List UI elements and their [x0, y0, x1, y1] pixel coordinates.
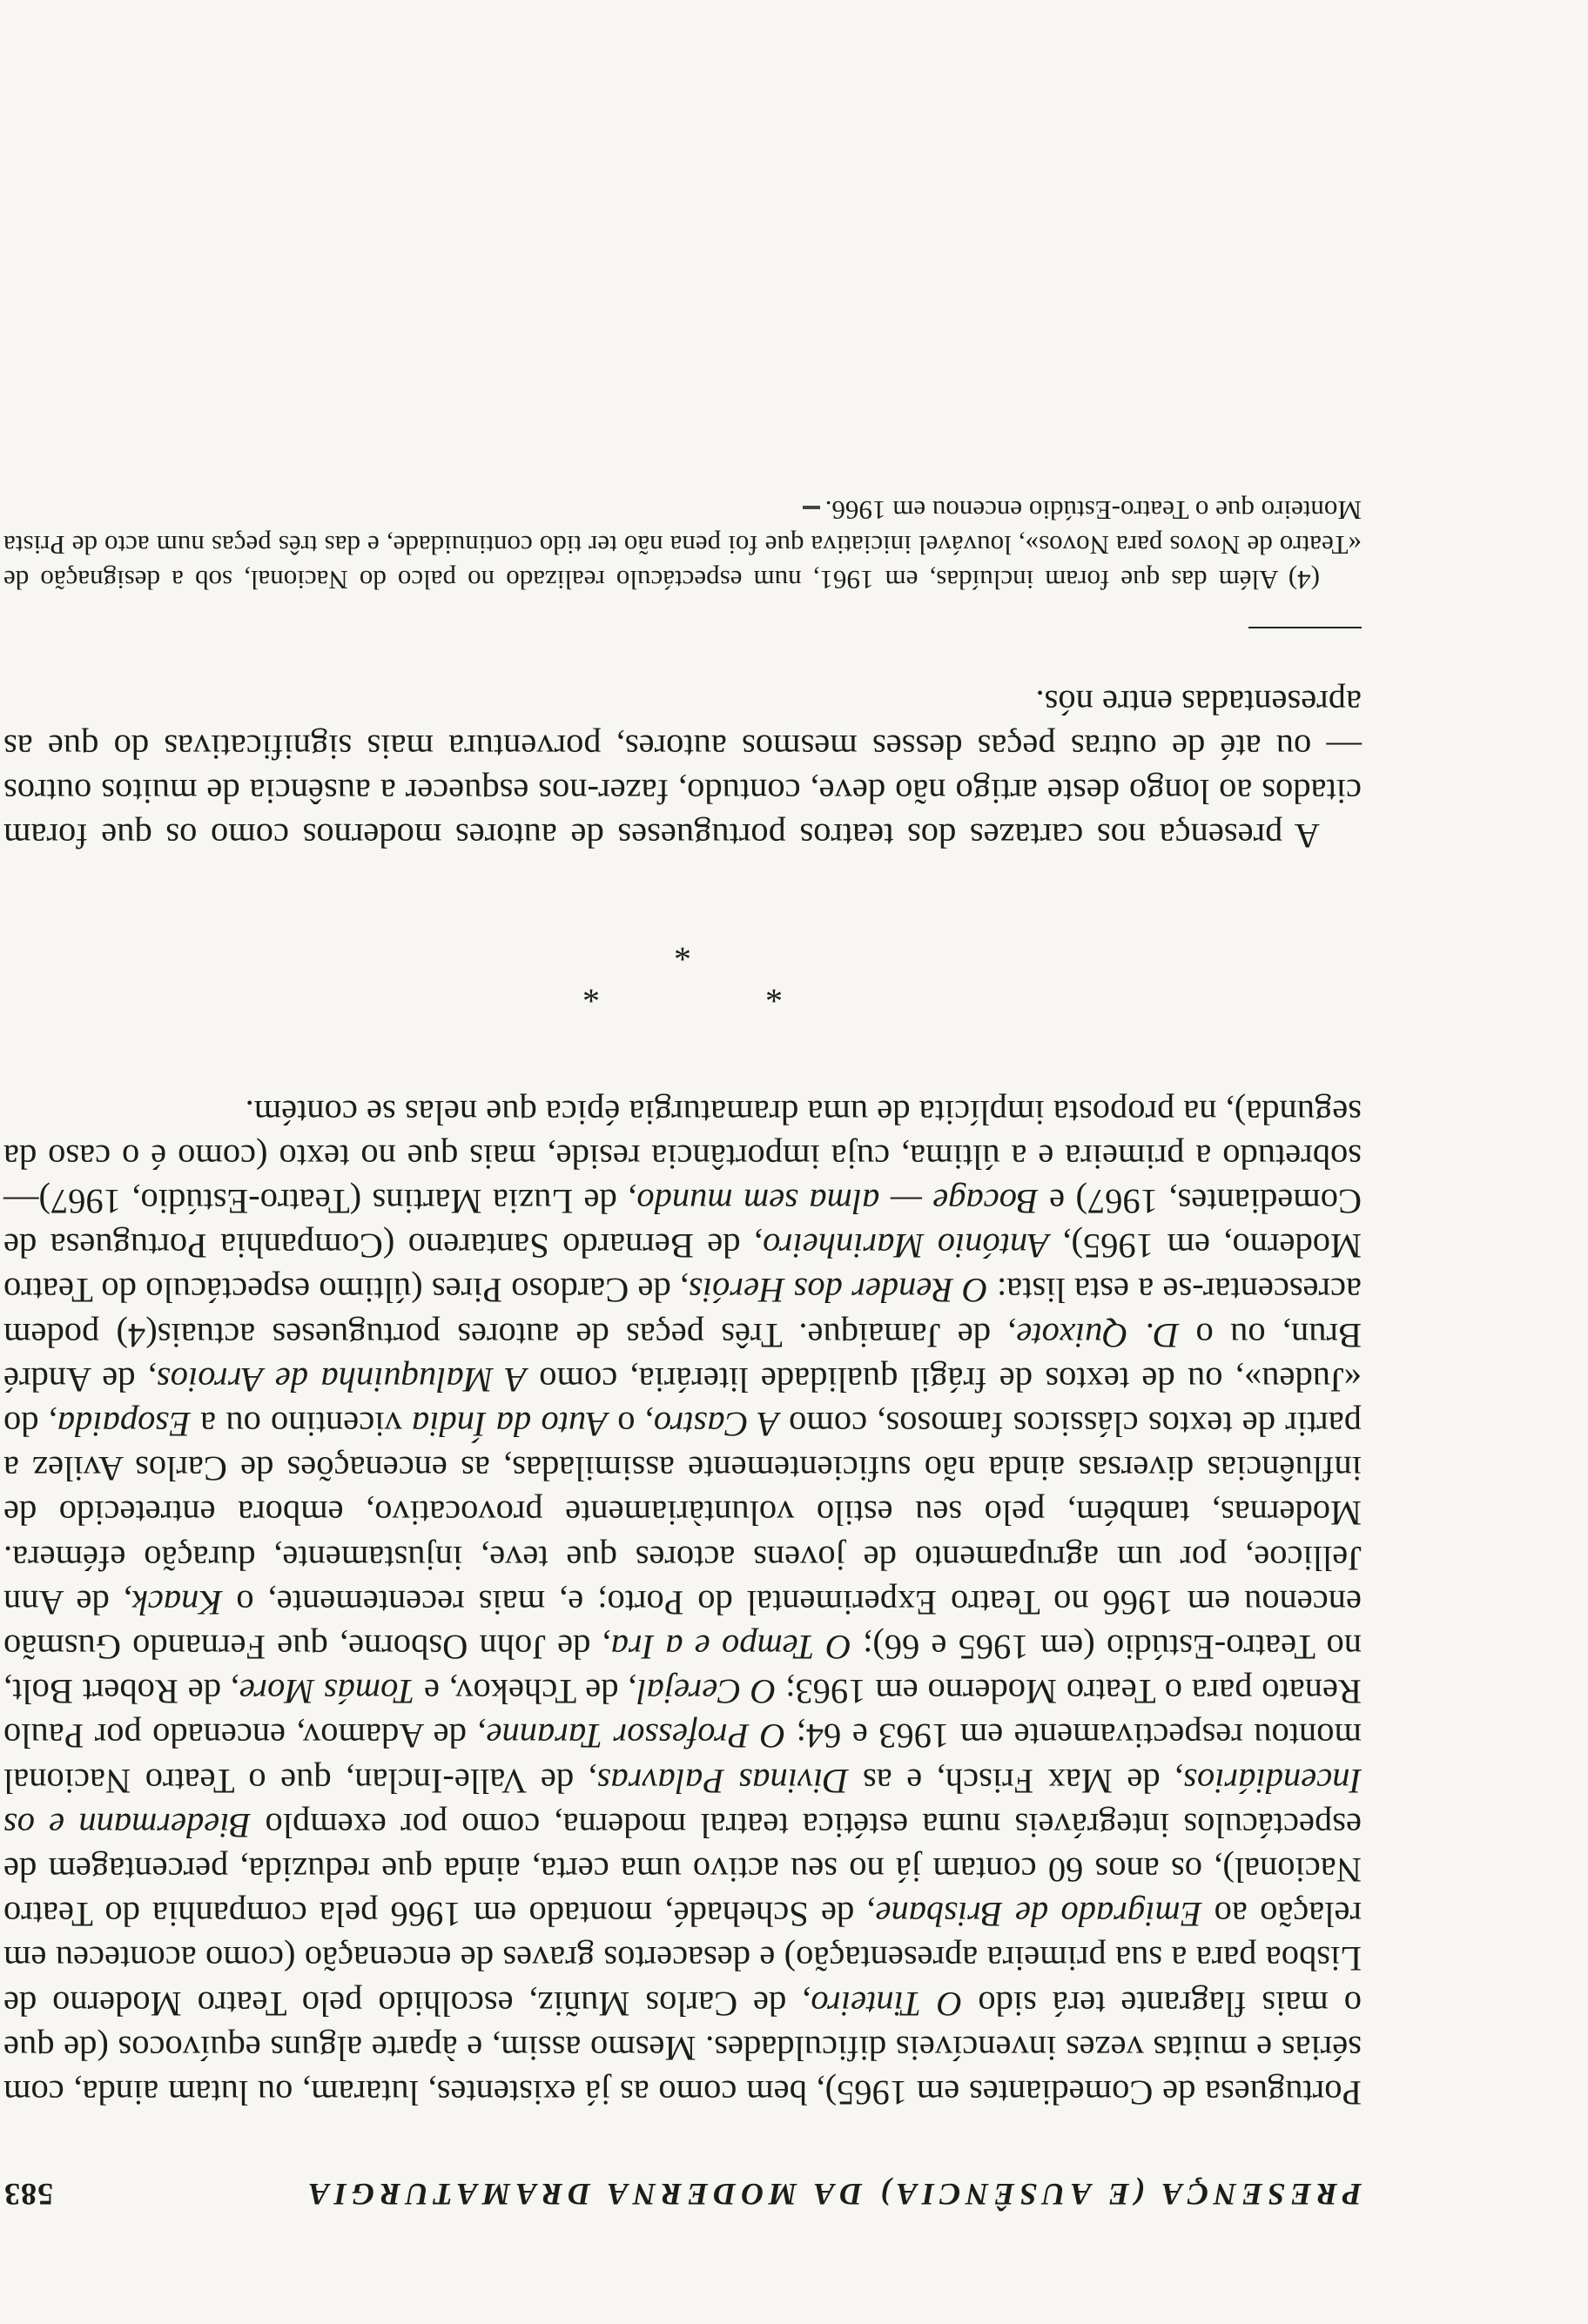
- work-title: António Marinheiro: [763, 1226, 1049, 1266]
- text-run: , de Valle-Inclan, que o Teatro Nacional montou respectivamente em 1963 e 64;: [3, 1716, 1362, 1801]
- ink-mark: [803, 506, 820, 509]
- work-title: O Render dos Heróis: [689, 1271, 988, 1311]
- body-paragraph-2: A presença nos cartazes dos teatros portugueses de autores modernos como os que foram citados ao longo deste artigo não deve, contudo, fazer-nos esquecer a ausência de muitos outros — ou até de outras peças desses mesmos autores, porventura mais significativas do que as apresentadas entre nós.: [3, 682, 1362, 856]
- work-title: Biedermann e os Incendiários: [3, 1761, 1362, 1845]
- text-run: Portuguesa de Comediantes em 1965), bem como as já existentes, lutaram, ou lutam ainda, com sérias e muitas vezes invencíveis dificuldades. Mesmo assim, e àparte alguns equívocos (de que o mais flagrante terá sido: [3, 1984, 1362, 2112]
- work-title: Esopaida: [57, 1404, 191, 1444]
- text-run: , de Carlos Muñiz, escolhido pelo Teatro Moderno de Lisboa para a sua primeira apresentação) e desacertos graves de encenação (como aconteceu em relação ao: [3, 1895, 1362, 2024]
- text-run: , do «Judeu», ou de textos de frágil qualidade literária, como: [3, 1360, 1362, 1444]
- text-run: , de Schehadé, montado em 1966 pela companhia do Teatro Nacional), os anos 60 contam já no seu activo uma certa, ainda que reduzida, percentagem de espectáculos integráveis numa estética teatral moderna, como por exemplo: [3, 1805, 1362, 1935]
- work-title: A Maluquinha de Arroios: [157, 1360, 527, 1400]
- text-run: , de John Osborne, que Fernando Gusmão encenou em 1966 no Teatro Experimental do Porto; e, mais recentemente, o: [3, 1582, 1362, 1667]
- text-run: , de Robert Bolt, no Teatro-Estúdio (em 1965 e 66);: [3, 1627, 1362, 1712]
- work-title: Bocage — alma sem mundo: [636, 1181, 1039, 1221]
- text-run: , de Tchekov, e: [414, 1672, 637, 1712]
- running-title: PRESENÇA (E AUSÊNCIA) DA MODERNA DRAMATURGIA: [303, 2177, 1362, 2212]
- work-title: O Cerejal: [636, 1672, 777, 1712]
- work-title: Knack: [131, 1582, 223, 1622]
- work-title: Auto da Índia: [412, 1404, 608, 1444]
- page-content: [3, 493, 1362, 2213]
- body-paragraph-1: [3, 1090, 1362, 2115]
- text-run: , de Luzia Martins (Teatro-Estúdio, 1967)—sobretudo a primeira e a última, cuja importância reside, mais que no texto (como é o caso da segunda), na proposta implícita de uma dramaturgia épica que nelas se contém.: [3, 1092, 1362, 1221]
- work-title: A Castro: [653, 1404, 779, 1444]
- text-run: vicentino ou a: [190, 1404, 412, 1444]
- text-run: , de Max Frisch, e as: [848, 1761, 1184, 1801]
- work-title: O Tinteiro: [811, 1984, 963, 2024]
- footnote-4: [3, 493, 1362, 597]
- footnote-rule: [1248, 627, 1362, 628]
- text-run: , de Jamaique. Três peças de autores portugueses actuais(4) podem acrescentar-se a esta lista:: [3, 1271, 1362, 1355]
- running-header: [3, 2176, 1362, 2213]
- text-run: , de Ann Jellicoe, por um agrupamento de jovens actores que teve, injustamente, duração efémera. Modernas, também, pelo seu estilo voluntàriamente provocativo, embora entretecido de influências diversas ainda não suficientemente assimiladas, as encenações de Carlos Avilez a partir de textos clássicos famosos, como: [3, 1404, 1362, 1622]
- work-title: Emigrado de Brisbane: [875, 1895, 1202, 1935]
- footnote-text: (4) Além das que foram incluídas, em 1961, num espectáculo realizado no palco do Nacional, sob a designação de «Teatro de Novos para Novos», louvável iniciativa que foi pena não ter tido continuidade, e das três peças num acto de Prista Monteiro que o Teatro-Estúdio encenou em 1966.: [3, 494, 1362, 595]
- text-run: , de André Brun, ou o: [3, 1315, 1362, 1400]
- work-title: D. Quixote: [1016, 1315, 1180, 1355]
- text-run: , de Bernardo Santareno (Companhia Portuguesa de Comediantes, 1967) e: [3, 1181, 1362, 1266]
- work-title: Divinas Palavras: [596, 1761, 849, 1801]
- text-run: , o: [607, 1404, 654, 1444]
- work-title: O Tempo e a Ira: [610, 1627, 851, 1667]
- text-run: , de Adamov, encenado por Paulo Renato para o Teatro Moderno em 1963;: [3, 1672, 1362, 1756]
- section-break-asterism: [3, 928, 1362, 1011]
- text-run: , de Cardoso Pires (último espectáculo do Teatro Moderno, em 1965),: [3, 1226, 1362, 1311]
- page-number: 583: [3, 2177, 53, 2212]
- work-title: Tomás More: [239, 1672, 415, 1712]
- asterism-top-row: * *: [504, 971, 783, 1011]
- work-title: O Professor Taranne: [486, 1716, 786, 1756]
- asterism-bottom-row: *: [674, 930, 691, 970]
